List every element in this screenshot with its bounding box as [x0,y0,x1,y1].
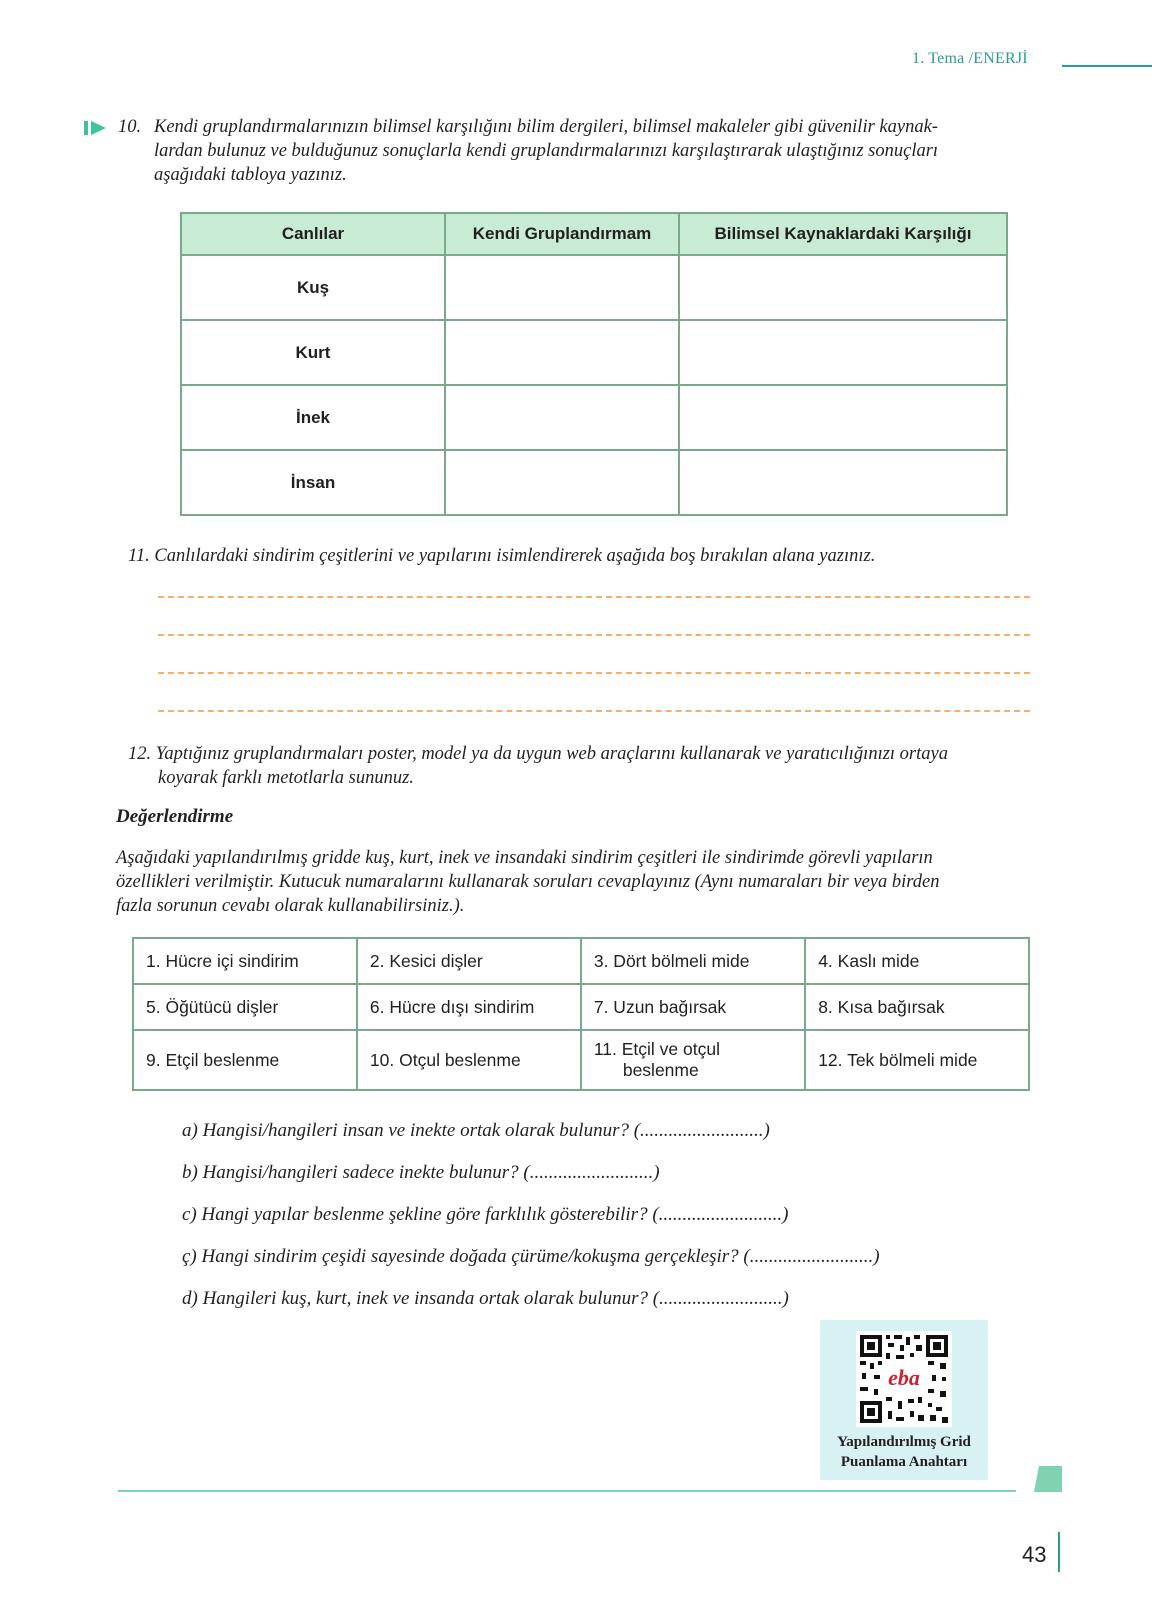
grid-cell: 3. Dört bölmeli mide [581,938,805,984]
footer-rule [118,1490,1016,1492]
page-number-bar [1058,1532,1060,1572]
answer-line[interactable] [158,672,1030,674]
eba-logo: eba [888,1365,920,1390]
grid-cell: 5. Öğütücü dişler [133,984,357,1030]
play-marker-icon [84,120,110,136]
subquestion-b: b) Hangisi/hangileri sadece inekte bulunur? (..........................) [182,1162,660,1183]
grid-row [133,1030,1029,1090]
qr-code-icon[interactable] [856,1331,952,1427]
grid-cell: 7. Uzun bağırsak [581,984,805,1030]
answer-line[interactable] [158,634,1030,636]
organism-cell: İnek [181,385,445,450]
table-row [181,450,1007,515]
scientific-cell[interactable] [679,255,1007,320]
subquestion-c: c) Hangi yapılar beslenme şekline göre farklılık gösterebilir? (..........................) [182,1204,789,1225]
organism-cell: Kurt [181,320,445,385]
grid-cell-line: beslenme [622,1060,699,1080]
scientific-cell[interactable] [679,450,1007,515]
column-header: Canlılar [181,213,445,255]
question-10-line: Kendi gruplandırmalarınızın bilimsel karşılığını bilim dergileri, bilimsel makaleler gibi güvenilir kaynak- [154,117,938,137]
qr-label-line: Puanlama Anahtarı [840,1454,968,1470]
table-row [181,320,1007,385]
column-header: Bilimsel Kaynaklardaki Karşılığı [679,213,1007,255]
theme-header: 1. Tema /ENERJİ [912,50,1028,67]
grid-cell: 9. Etçil beslenme [133,1030,357,1090]
subquestion-a: a) Hangisi/hangileri insan ve inekte ortak olarak bulunur? (..........................) [182,1120,770,1141]
structured-grid [132,937,1030,1091]
question-12-line: koyarak farklı metotlarla sununuz. [158,768,414,788]
own-grouping-cell[interactable] [445,255,679,320]
grid-cell: 12. Tek bölmeli mide [805,1030,1029,1090]
question-12-line: 12. Yaptığınız gruplandırmaları poster, model ya da uygun web araçlarını kullanarak ve yaratıcılığınızı ortaya [128,744,948,764]
answer-line[interactable] [158,710,1030,712]
qr-label-line: Yapılandırılmış Grid [837,1434,971,1450]
grid-cell [581,1030,805,1090]
table-row [181,385,1007,450]
footer-tab-icon [1034,1466,1062,1492]
table-row [181,255,1007,320]
scientific-cell[interactable] [679,320,1007,385]
grid-cell: 6. Hücre dışı sindirim [357,984,581,1030]
scientific-cell[interactable] [679,385,1007,450]
evaluation-line: özellikleri verilmiştir. Kutucuk numaralarını kullanarak soruları cevaplayınız (Aynı numaraları bir veya birden [116,872,940,892]
question-12 [128,742,1058,790]
grid-cell-line: 11. Etçil ve otçul [593,1039,720,1059]
own-grouping-cell[interactable] [445,320,679,385]
qr-label [820,1432,988,1472]
question-10-line: aşağıdaki tabloya yazınız. [154,165,347,185]
evaluation-description [116,846,1046,918]
organism-cell: Kuş [181,255,445,320]
answer-line[interactable] [158,596,1030,598]
column-header: Kendi Gruplandırmam [445,213,679,255]
header-rule [1062,65,1152,67]
grid-cell: 1. Hücre içi sindirim [133,938,357,984]
subquestion-c-cedilla: ç) Hangi sindirim çeşidi sayesinde doğada çürüme/kokuşma gerçekleşir? (..........................) [182,1246,880,1267]
grid-row [133,984,1029,1030]
evaluation-line: Aşağıdaki yapılandırılmış gridde kuş, kurt, inek ve insandaki sindirim çeşitleri ile sindirimde görevli yapıların [116,848,933,868]
grid-cell: 2. Kesici dişler [357,938,581,984]
grid-row [133,938,1029,984]
classification-table [180,212,1008,516]
question-10-number: 10. [118,117,142,137]
question-10-line: lardan bulunuz ve bulduğunuz sonuçlarla kendi gruplandırmalarınızı karşılaştırarak ulaştığınız sonuçları [154,141,939,161]
grid-cell: 10. Otçul beslenme [357,1030,581,1090]
own-grouping-cell[interactable] [445,385,679,450]
question-10 [118,115,1038,185]
page-number: 43 [1022,1542,1047,1567]
grid-cell: 8. Kısa bağırsak [805,984,1029,1030]
evaluation-line: fazla sorunun cevabı olarak kullanabilirsiniz.). [116,896,465,916]
question-11: 11. Canlılardaki sindirim çeşitlerini ve yapılarını isimlendirerek aşağıda boş bırakılan alana yazınız. [128,546,876,566]
own-grouping-cell[interactable] [445,450,679,515]
grid-cell: 4. Kaslı mide [805,938,1029,984]
subquestion-d: d) Hangileri kuş, kurt, inek ve insanda ortak olarak bulunur? (..........................) [182,1288,789,1309]
evaluation-title: Değerlendirme [116,806,234,827]
organism-cell: İnsan [181,450,445,515]
